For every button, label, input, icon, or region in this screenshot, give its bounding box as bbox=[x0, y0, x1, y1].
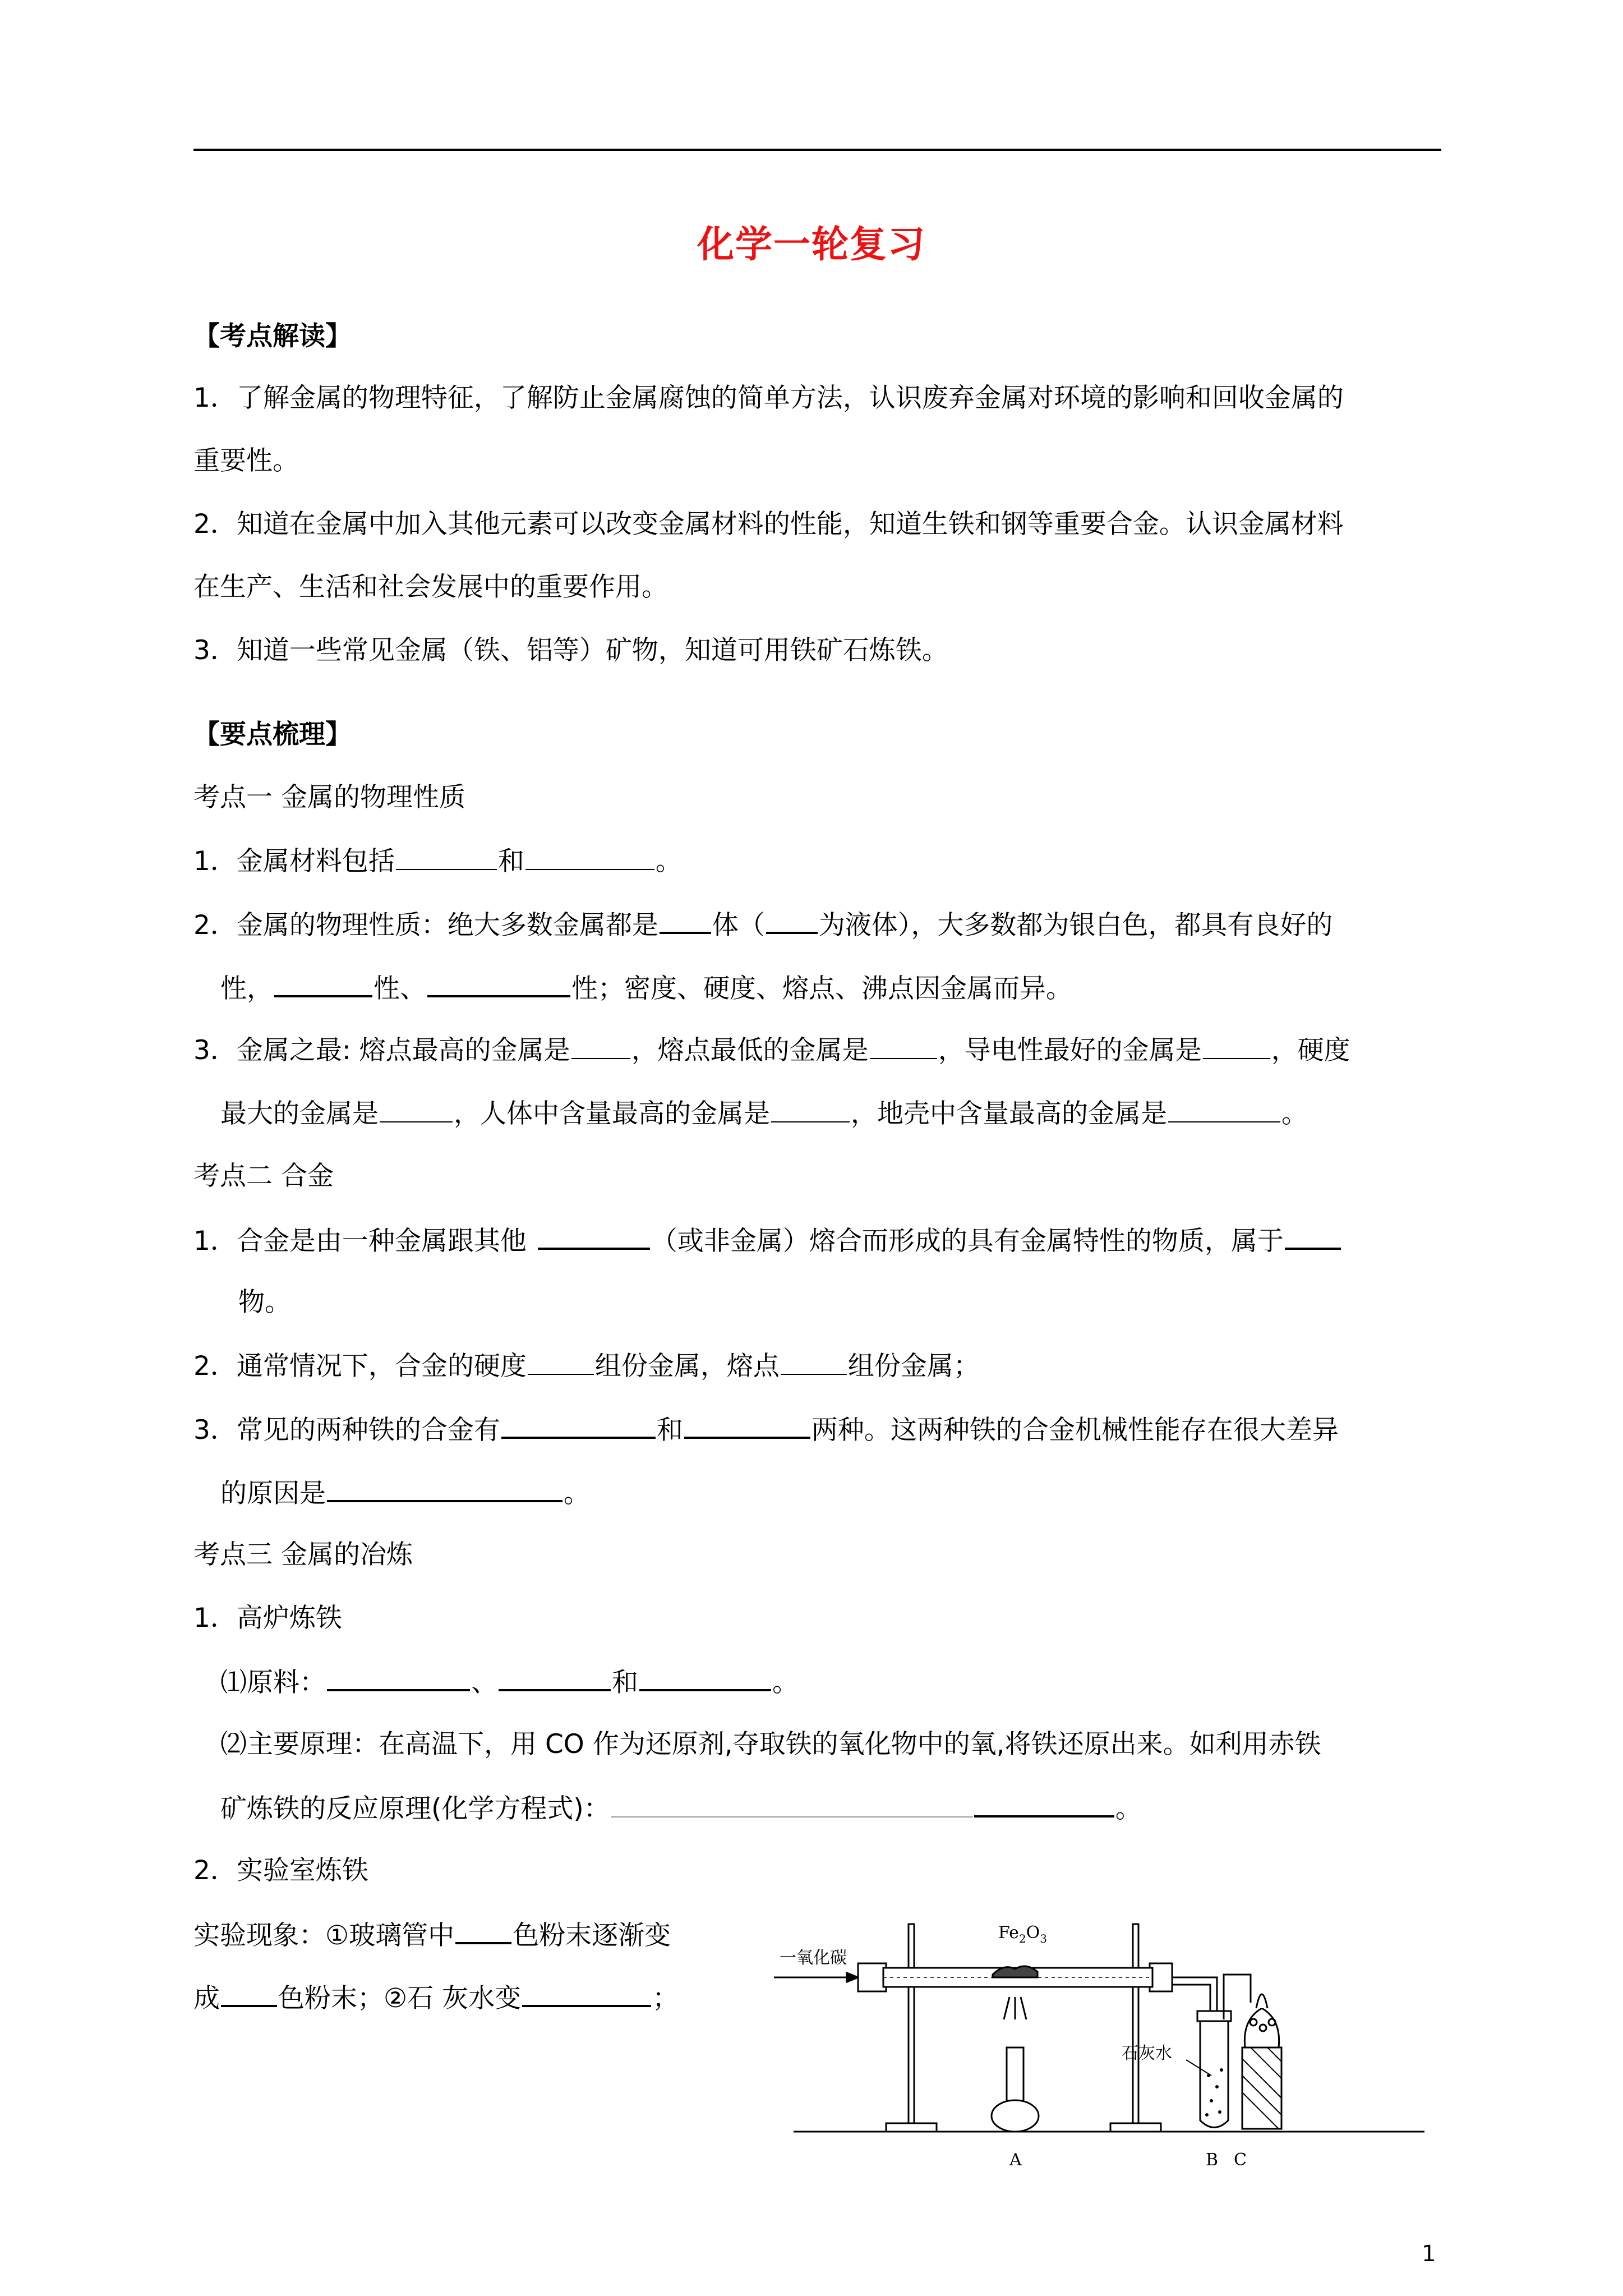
point1-line-3: 性， 性、 性；密度、硬度、熔点、沸点因金属而异。 bbox=[220, 970, 1471, 1006]
fill-blank[interactable] bbox=[1285, 1223, 1341, 1250]
point1-line-1: 1．金属材料包括 和 。 bbox=[193, 844, 1444, 878]
left-stand-base bbox=[886, 2123, 937, 2132]
fill-blank[interactable] bbox=[221, 1980, 277, 2007]
fill-blank[interactable] bbox=[781, 1349, 847, 1375]
fill-blank[interactable] bbox=[771, 1097, 850, 1122]
exam-point-2-line-1: 2．知道在金属中加入其他元素可以改变金属材料的性能，知道生铁和钢等重要合金。认识金属材料 bbox=[193, 509, 1344, 540]
fill-blank[interactable] bbox=[274, 970, 372, 997]
fill-blank[interactable] bbox=[870, 1033, 937, 1059]
fill-blank[interactable] bbox=[455, 1917, 511, 1944]
burner-base bbox=[992, 2100, 1039, 2132]
point1-line-5: 最大的金属是 ，人体中含量最高的金属是 ，地壳中含量最高的金属是 。 bbox=[220, 1097, 1471, 1131]
fill-blank[interactable] bbox=[528, 1349, 594, 1375]
iron-reduction-apparatus-diagram bbox=[768, 1907, 1458, 2210]
right-stand-rod bbox=[1133, 1924, 1138, 2126]
point2-line-3: 2．通常情况下，合金的硬度 组份金属，熔点 组份金属； bbox=[193, 1349, 1444, 1383]
point1-line-4: 3．金属之最: 熔点最高的金属是 ，熔点最低的金属是 ，导电性最好的金属是 ，硬度 bbox=[193, 1033, 1444, 1068]
fill-blank[interactable] bbox=[611, 1792, 973, 1818]
point3-principle-line-1: ⑵主要原理：在高温下，用 CO 作为还原剂,夺取铁的氧化物中的氧,将铁还原出来。如利用赤铁 bbox=[220, 1729, 1321, 1760]
gas-label: 一氧化碳 bbox=[780, 1948, 847, 1968]
point3-raw-materials: ⑴原料： 、 和 。 bbox=[220, 1664, 1471, 1700]
fill-blank[interactable] bbox=[380, 1097, 453, 1122]
label-a: A bbox=[1009, 2150, 1022, 2170]
label-c: C bbox=[1234, 2150, 1247, 2170]
fill-blank[interactable] bbox=[684, 1412, 810, 1439]
point3-sub-1: 1．高炉炼铁 bbox=[193, 1603, 342, 1634]
point3-title: 考点三 金属的冶炼 bbox=[193, 1539, 413, 1570]
fill-blank[interactable] bbox=[327, 1664, 470, 1691]
point2-title: 考点二 合金 bbox=[193, 1161, 334, 1191]
header-rule bbox=[193, 149, 1441, 151]
fill-blank[interactable] bbox=[571, 1033, 630, 1059]
point3-principle-line-2: 矿炼铁的反应原理(化学方程式)： 。 bbox=[220, 1791, 1471, 1826]
point2-line-4: 3．常见的两种铁的合金有 和 两种。这两种铁的合金机械性能存在很大差异 bbox=[193, 1412, 1444, 1447]
experiment-phenomenon-line-2: 成 色粉末；②石 灰水变 ； bbox=[193, 1980, 1444, 2016]
left-stand-rod bbox=[909, 1924, 914, 2126]
experiment-phenomenon-line-1: 实验现象：①玻璃管中 色粉末逐渐变 bbox=[193, 1917, 1444, 1953]
exam-point-2-line-2: 在生产、生活和社会发展中的重要作用。 bbox=[193, 572, 668, 602]
page-title: 化学一轮复习 bbox=[697, 223, 926, 266]
fill-blank[interactable] bbox=[396, 844, 497, 870]
section-heading-exam-points: 【考点解读】 bbox=[193, 321, 352, 352]
fill-blank[interactable] bbox=[1168, 1097, 1280, 1122]
fill-blank[interactable] bbox=[327, 1475, 562, 1502]
point2-line-1: 1．合金是由一种金属跟其他 （或非金属）熔合而形成的具有金属特性的物质，属于 bbox=[193, 1223, 1444, 1258]
limewater-label: 石灰水 bbox=[1122, 2044, 1172, 2063]
fill-blank[interactable] bbox=[501, 1412, 656, 1439]
fill-blank[interactable] bbox=[499, 1664, 611, 1691]
burner-c-stand bbox=[1242, 2047, 1281, 2129]
fe2o3-label: $Fe_2O_3$ bbox=[998, 1923, 1048, 1945]
page-number: 1 bbox=[1422, 2241, 1436, 2267]
fill-blank[interactable] bbox=[427, 970, 570, 997]
fill-blank[interactable] bbox=[766, 907, 818, 934]
point2-line-2: 物。 bbox=[238, 1287, 291, 1318]
fill-blank[interactable] bbox=[639, 1664, 771, 1691]
fill-blank[interactable] bbox=[538, 1223, 650, 1250]
point2-line-5: 的原因是 。 bbox=[220, 1475, 1471, 1511]
fill-blank[interactable] bbox=[974, 1791, 1114, 1818]
point1-line-2: 2．金属的物理性质：绝大多数金属都是 体（ 为液体），大多数都为银白色，都具有良好的 bbox=[193, 907, 1444, 942]
fill-blank[interactable] bbox=[660, 907, 711, 934]
exam-point-1-line-1: 1．了解金属的物理特征，了解防止金属腐蚀的简单方法，认识废弃金属对环境的影响和回收金属的 bbox=[193, 383, 1344, 413]
point3-sub-2: 2．实验室炼铁 bbox=[193, 1855, 368, 1886]
left-stopper bbox=[858, 1963, 886, 1991]
fill-blank[interactable] bbox=[1203, 1033, 1270, 1059]
fill-blank[interactable] bbox=[525, 844, 654, 870]
section-heading-key-points: 【要点梳理】 bbox=[193, 719, 352, 750]
point1-title: 考点一 金属的物理性质 bbox=[193, 782, 465, 813]
exam-point-3: 3．知道一些常见金属（铁、铝等）矿物，知道可用铁矿石炼铁。 bbox=[193, 635, 948, 666]
right-stand-base bbox=[1110, 2123, 1161, 2132]
alcohol-lamp bbox=[1244, 2008, 1279, 2047]
label-b: B bbox=[1206, 2150, 1219, 2170]
exam-point-1-line-2: 重要性。 bbox=[193, 445, 299, 476]
fill-blank[interactable] bbox=[522, 1980, 651, 2007]
